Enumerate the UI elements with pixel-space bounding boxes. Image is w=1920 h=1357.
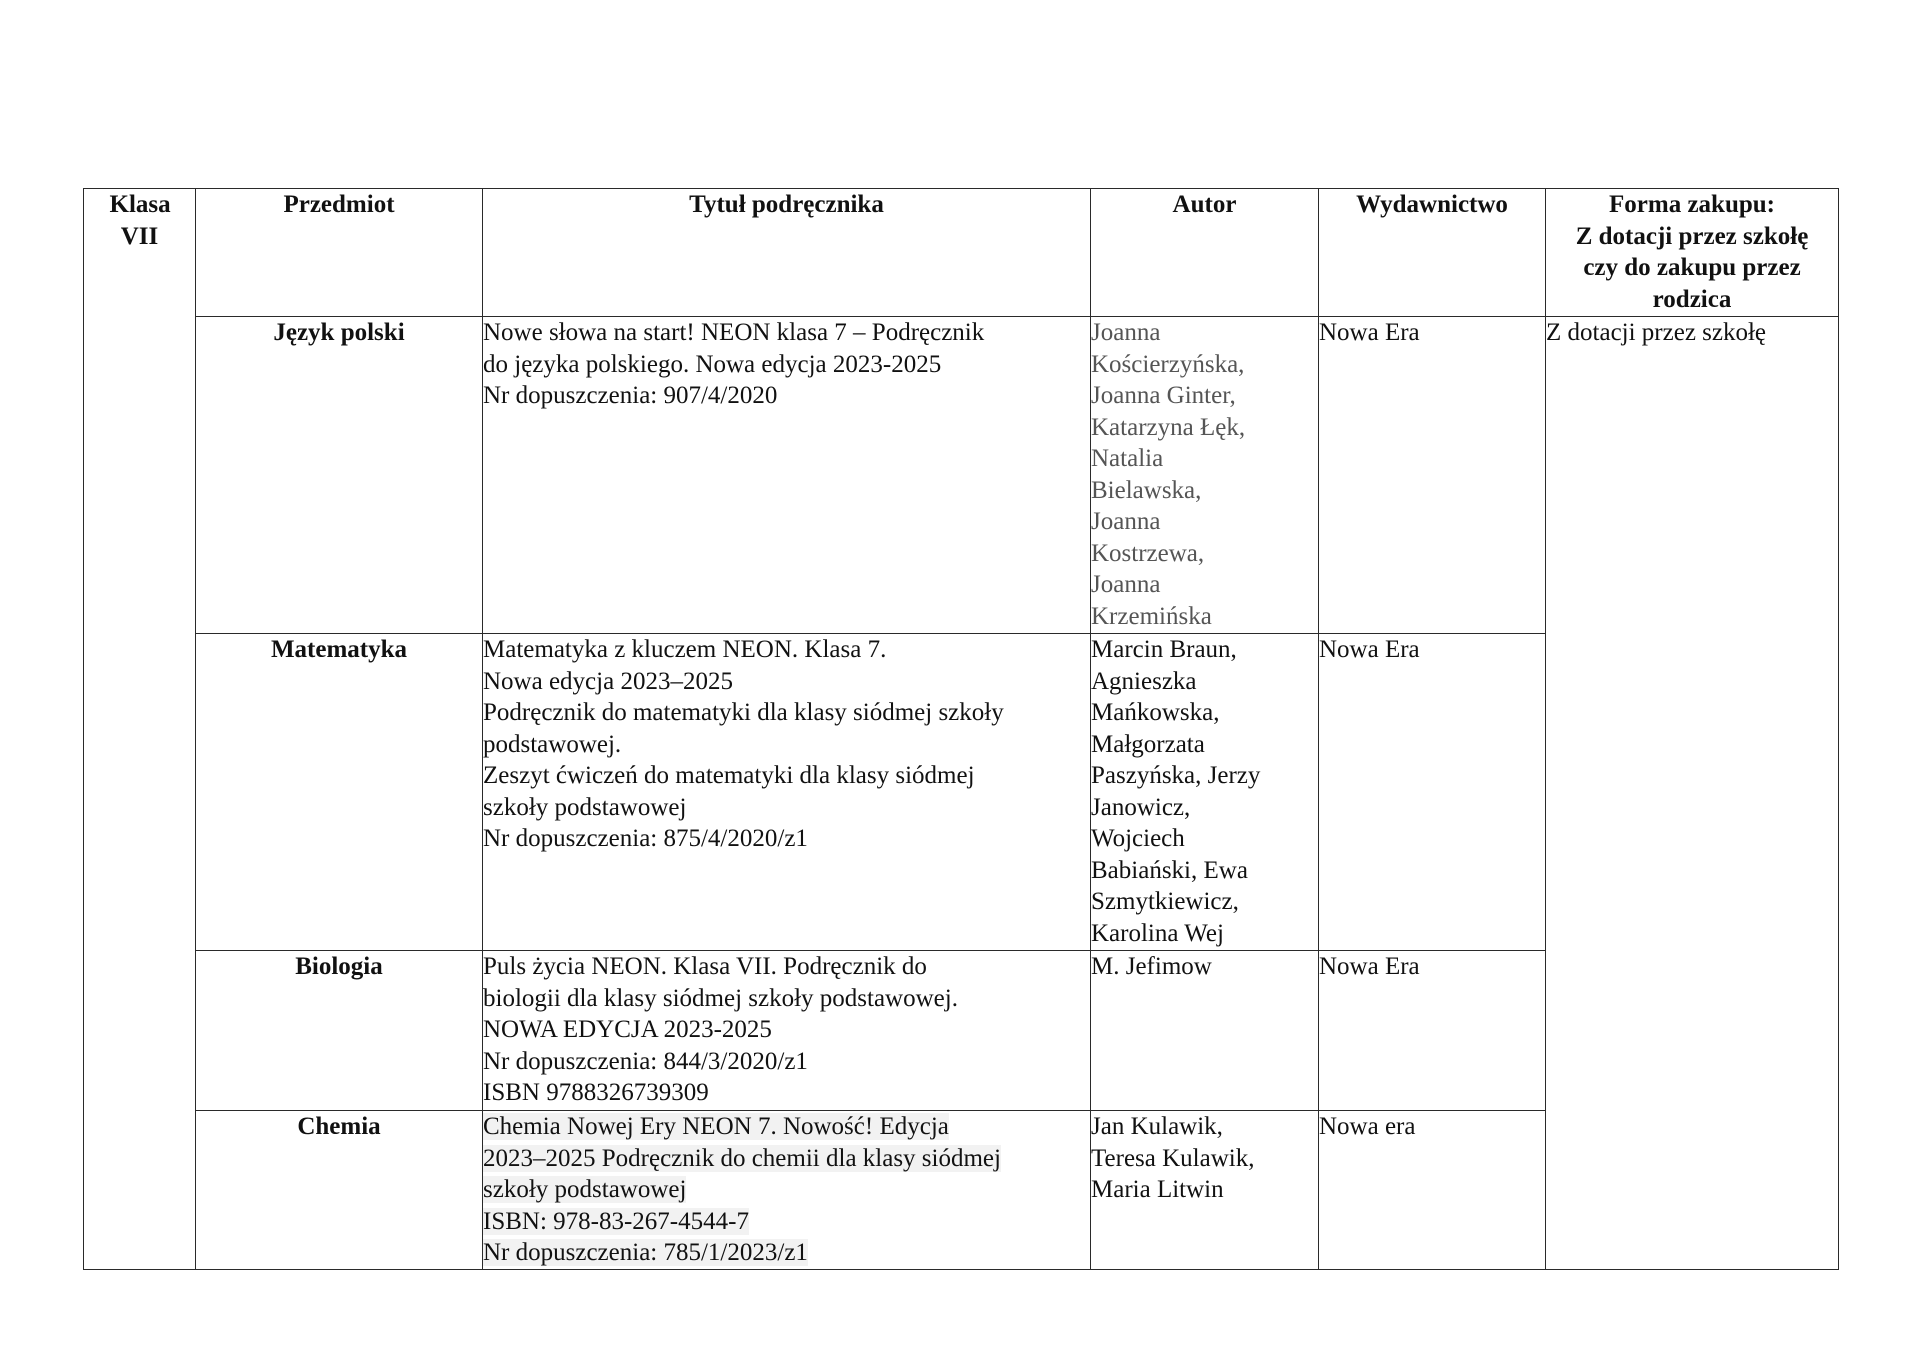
cell-line: Jan Kulawik, (1091, 1113, 1223, 1140)
subject-cell: Chemia (196, 1111, 483, 1270)
cell-line: Teresa Kulawik, (1091, 1144, 1255, 1172)
cell-line: NOWA EDYCJA 2023-2025 (483, 1016, 772, 1043)
cell-line: Nr dopuszczenia: 844/3/2020/z1 (483, 1047, 808, 1075)
purchase-form-cell: Z dotacji przez szkołę (1546, 317, 1839, 1270)
author-cell (1091, 951, 1319, 1111)
cell-line: Kościerzyńska, (1091, 350, 1245, 378)
forma-header-line: Forma zakupu: (1609, 191, 1775, 218)
title-cell (483, 951, 1091, 1111)
title-cell (483, 634, 1091, 951)
cell-line: Joanna (1091, 508, 1161, 535)
cell-line: Matematyka z kluczem NEON. Klasa 7. (483, 636, 887, 663)
forma-header-line: Z dotacji przez szkołę (1575, 222, 1809, 250)
klasa-label: Klasa VII (109, 191, 171, 250)
cell-line: M. Jefimow (1091, 953, 1212, 980)
cell-line: Wojciech (1091, 825, 1185, 852)
cell-line: 2023–2025 Podręcznik do chemii dla klasy siódmej (483, 1144, 1001, 1172)
textbook-table (83, 188, 1839, 1270)
cell-line: szkoły podstawowej (483, 1176, 687, 1203)
cell-line: Janowicz, (1091, 793, 1191, 821)
title-cell (483, 317, 1091, 634)
publisher-cell: Nowa era (1319, 1111, 1546, 1270)
cell-line: Mańkowska, (1091, 699, 1220, 726)
header-wydawnictwo: Wydawnictwo (1319, 189, 1546, 317)
cell-line: Babiański, Ewa (1091, 856, 1248, 884)
cell-line: szkoły podstawowej (483, 793, 687, 821)
cell-line: Maria Litwin (1091, 1176, 1224, 1203)
publisher-cell: Nowa Era (1319, 634, 1546, 951)
subject-cell: Biologia (196, 951, 483, 1111)
cell-line: Marcin Braun, (1091, 636, 1237, 663)
cell-line: Karolina Wej (1091, 919, 1224, 947)
cell-line: do języka polskiego. Nowa edycja 2023-2025 (483, 350, 942, 378)
cell-line: Paszyńska, Jerzy (1091, 762, 1261, 789)
cell-line: biologii dla klasy siódmej szkoły podstawowej. (483, 984, 958, 1012)
title-cell (483, 1111, 1091, 1270)
cell-line: Joanna (1091, 319, 1161, 346)
cell-line: Natalia (1091, 445, 1164, 472)
cell-line: Podręcznik do matematyki dla klasy siódmej szkoły (483, 699, 1004, 726)
cell-line: Kostrzewa, (1091, 539, 1205, 567)
cell-line: Nr dopuszczenia: 785/1/2023/z1 (483, 1239, 808, 1266)
cell-line: Chemia Nowej Ery NEON 7. Nowość! Edycja (483, 1113, 949, 1140)
author-cell (1091, 1111, 1319, 1270)
header-row (84, 189, 1839, 317)
publisher-cell: Nowa Era (1319, 951, 1546, 1111)
cell-line: Joanna (1091, 571, 1161, 598)
author-cell (1091, 317, 1319, 634)
cell-line: Nr dopuszczenia: 875/4/2020/z1 (483, 825, 808, 852)
cell-line: Agnieszka (1091, 667, 1197, 695)
forma-header-line: czy do zakupu przez (1583, 254, 1801, 281)
cell-line: Katarzyna Łęk, (1091, 413, 1246, 441)
cell-line: Joanna Ginter, (1091, 382, 1236, 409)
forma-header-line: rodzica (1652, 285, 1732, 313)
cell-line: ISBN 9788326739309 (483, 1079, 709, 1106)
cell-line: podstawowej. (483, 730, 622, 758)
author-cell (1091, 634, 1319, 951)
header-klasa (84, 189, 196, 1270)
cell-line: Zeszyt ćwiczeń do matematyki dla klasy siódmej (483, 762, 975, 789)
header-przedmiot: Przedmiot (196, 189, 483, 317)
publisher-cell: Nowa Era (1319, 317, 1546, 634)
header-tytul: Tytuł podręcznika (483, 189, 1091, 317)
table-row (84, 317, 1839, 634)
cell-line: Nr dopuszczenia: 907/4/2020 (483, 382, 778, 409)
cell-line: Szmytkiewicz, (1091, 888, 1239, 915)
subject-cell: Matematyka (196, 634, 483, 951)
cell-line: Krzemińska (1091, 602, 1212, 630)
cell-line: Bielawska, (1091, 476, 1202, 504)
cell-line: Nowa edycja 2023–2025 (483, 667, 733, 695)
cell-line: Małgorzata (1091, 730, 1205, 758)
header-autor: Autor (1091, 189, 1319, 317)
cell-line: Puls życia NEON. Klasa VII. Podręcznik do (483, 953, 927, 980)
subject-cell: Język polski (196, 317, 483, 634)
header-forma-zakupu (1546, 189, 1839, 317)
cell-line: ISBN: 978-83-267-4544-7 (483, 1207, 749, 1235)
cell-line: Nowe słowa na start! NEON klasa 7 – Podręcznik (483, 319, 985, 346)
